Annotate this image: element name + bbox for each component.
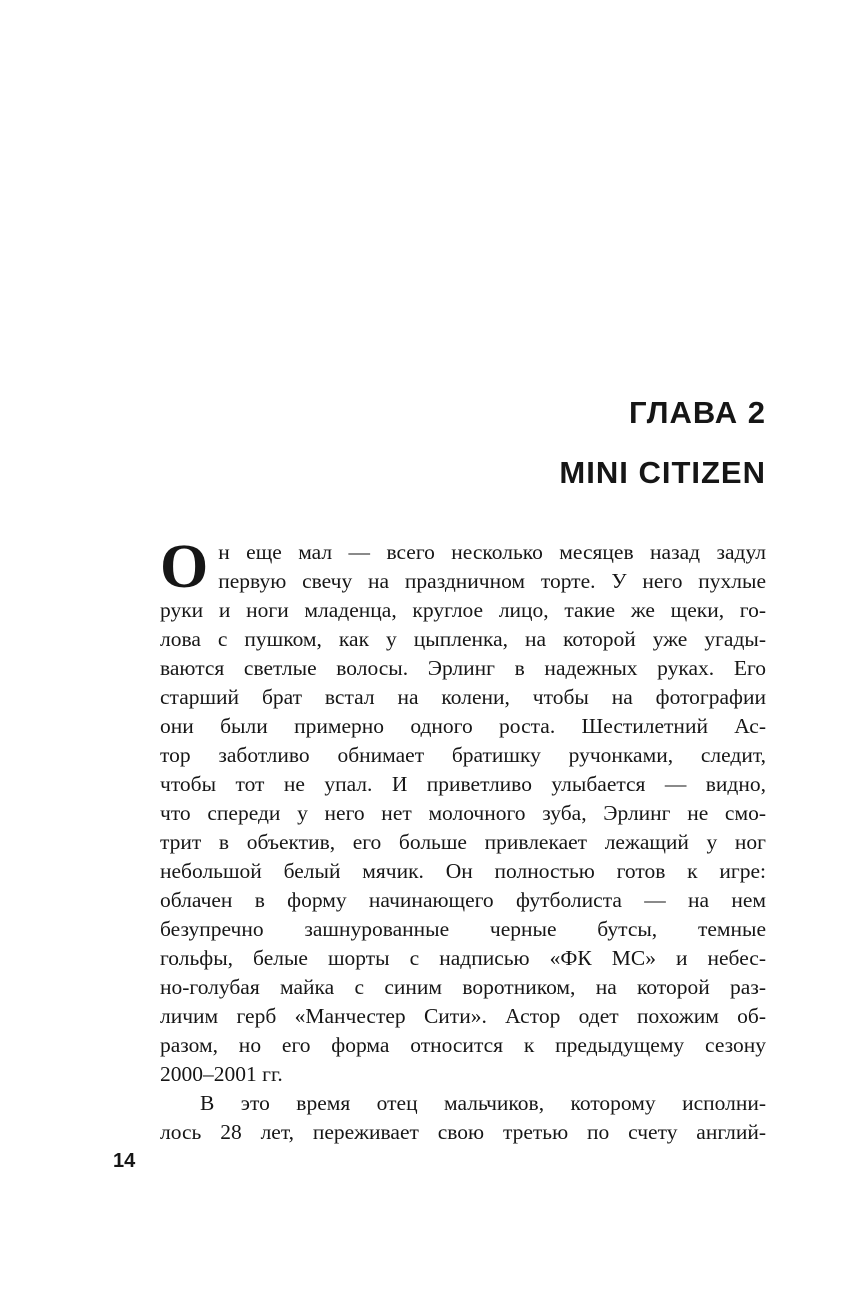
text-line: первую свечу на праздничном торте. У него пухлые xyxy=(218,569,766,594)
text-line: тор заботливо обнимает братишку ручонками, следит, xyxy=(160,743,766,768)
text-line: 2000–2001 гг. xyxy=(160,1062,283,1087)
text-line: но-голубая майка с синим воротником, на которой раз- xyxy=(160,975,766,1000)
text-line: руки и ноги младенца, круглое лицо, такие же щеки, го- xyxy=(160,598,766,623)
text-line: небольшой белый мячик. Он полностью готов к игре: xyxy=(160,859,766,884)
text-line: облачен в форму начинающего футболиста — на нем xyxy=(160,888,766,913)
chapter-heading: ГЛАВА 2 xyxy=(628,395,766,430)
chapter-subheading: MINI CITIZEN xyxy=(559,455,766,491)
text-line: личим герб «Манчестер Сити». Астор одет похожим об- xyxy=(160,1004,766,1029)
paragraph xyxy=(160,533,766,1089)
text-line: лова с пушком, как у цыпленка, на которой уже угады- xyxy=(160,627,766,652)
page-number: 14 xyxy=(113,1150,136,1172)
text-line: безупречно зашнурованные черные бутсы, темные xyxy=(160,917,766,942)
text-line: н еще мал — всего несколько месяцев назад задул xyxy=(218,540,766,565)
text-line: они были примерно одного роста. Шестилетний Ас- xyxy=(160,714,766,739)
text-line: ваются светлые волосы. Эрлинг в надежных руках. Его xyxy=(160,656,766,681)
text-line: старший брат встал на колени, чтобы на фотографии xyxy=(160,685,766,710)
text-line: В это время отец мальчиков, которому исполни- xyxy=(200,1091,766,1116)
drop-cap: О xyxy=(160,533,209,602)
paragraph xyxy=(160,1089,766,1147)
text-line: что спереди у него нет молочного зуба, Эрлинг не смо- xyxy=(160,801,766,826)
body-text xyxy=(160,533,766,1147)
chapter-headings xyxy=(160,0,766,490)
text-line: разом, но его форма относится к предыдущему сезону xyxy=(160,1033,766,1058)
text-line: гольфы, белые шорты с надписью «ФК МС» и небес- xyxy=(160,946,766,971)
text-line: трит в объектив, его больше привлекает лежащий у ног xyxy=(160,830,766,855)
text-line: лось 28 лет, переживает свою третью по счету англий- xyxy=(160,1120,766,1145)
text-block xyxy=(160,0,766,1147)
text-line: чтобы тот не упал. И приветливо улыбается — видно, xyxy=(160,772,766,797)
